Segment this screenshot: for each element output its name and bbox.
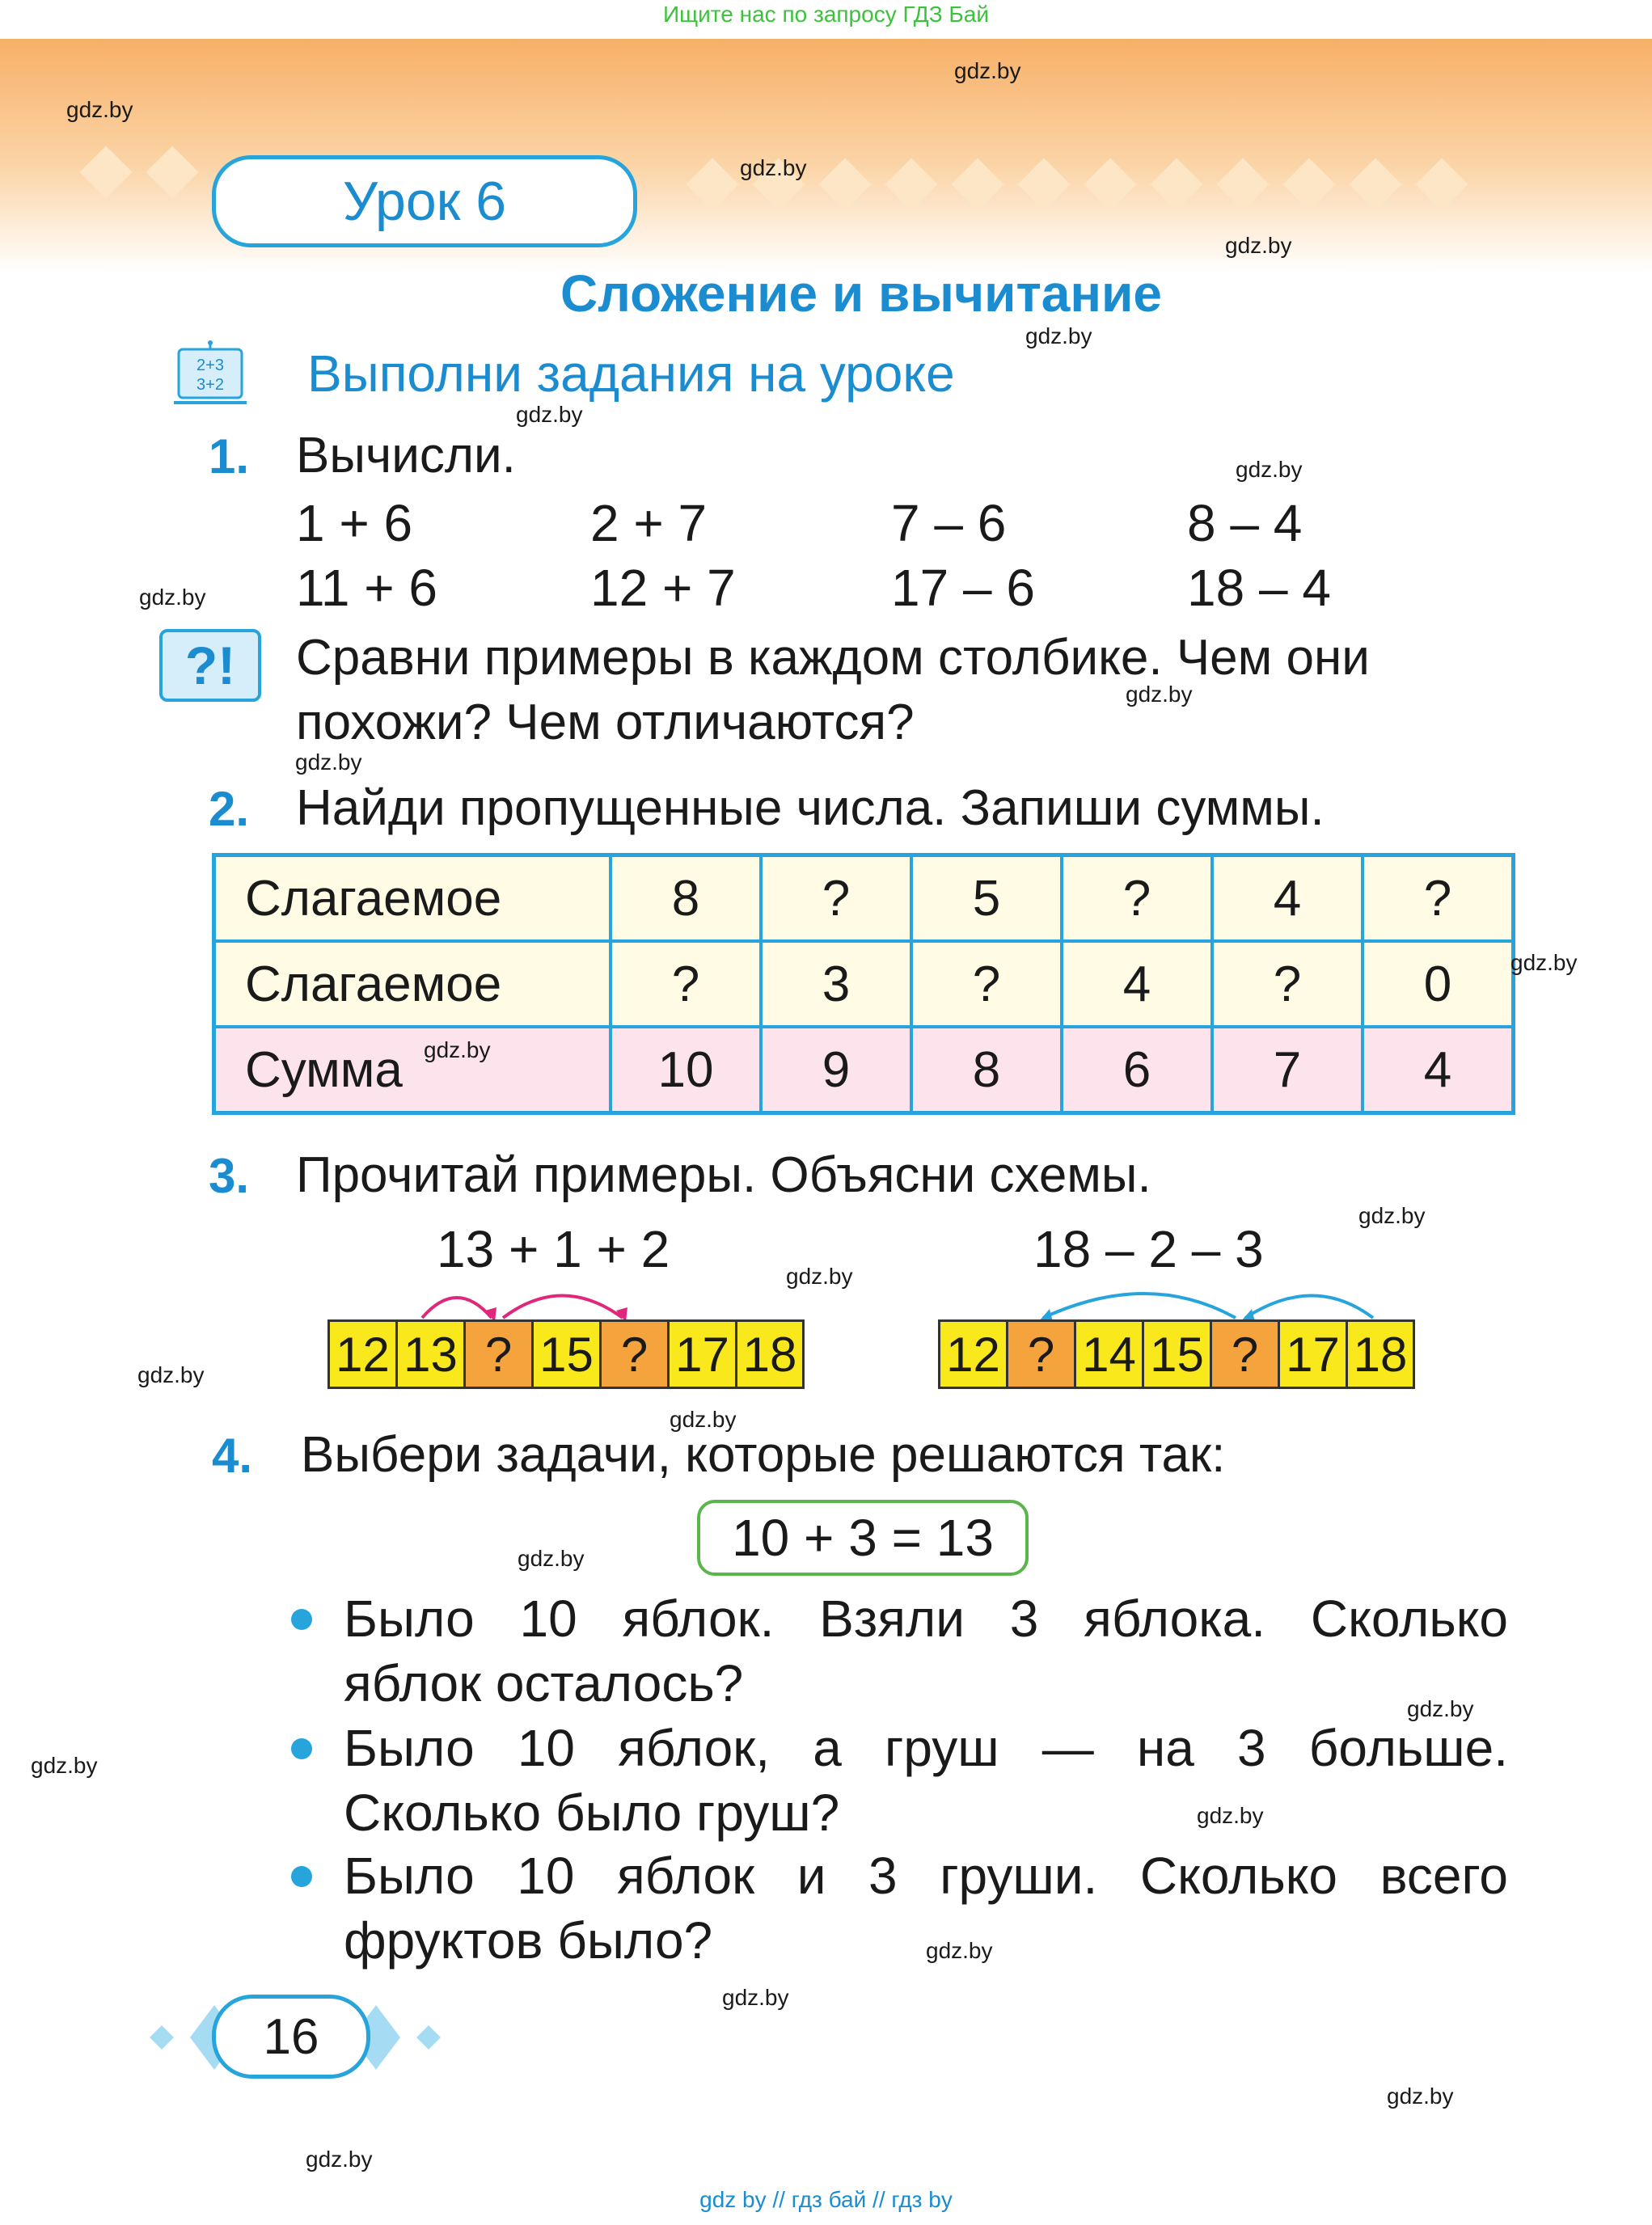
strip-cell: 12 <box>330 1322 398 1387</box>
watermark: gdz.by <box>516 402 583 427</box>
strip-cell: 13 <box>398 1322 466 1387</box>
watermark: gdz.by <box>31 1753 98 1778</box>
watermark: gdz.by <box>66 97 133 122</box>
task1-expr: 2 + 7 <box>590 494 708 552</box>
strip-cell: 15 <box>534 1322 602 1387</box>
question-icon: ?! <box>159 629 261 702</box>
arrow-1 <box>1245 1296 1373 1319</box>
table-cell: 10 <box>611 1027 761 1113</box>
task3-number: 3. <box>209 1149 250 1203</box>
task1-expr: 18 – 4 <box>1187 559 1331 617</box>
ornament-left <box>73 154 205 191</box>
watermark: gdz.by <box>1236 457 1303 482</box>
table-cell: 8 <box>611 855 761 942</box>
row-label: Слагаемое <box>214 941 611 1027</box>
task1-expr: 1 + 6 <box>296 494 413 552</box>
watermark: gdz.by <box>1025 323 1092 348</box>
table-cell: ? <box>1363 855 1514 942</box>
strip2-arrows <box>938 1273 1423 1322</box>
task3-example-1: 13 + 1 + 2 <box>437 1220 670 1278</box>
watermark: gdz.by <box>306 2147 373 2172</box>
watermark: gdz.by <box>1387 2084 1454 2109</box>
strip-cell: 17 <box>670 1322 737 1387</box>
row-label: Слагаемое <box>214 855 611 942</box>
problem-line: фруктов было? <box>344 1911 713 1970</box>
strip-cell: 17 <box>1280 1322 1348 1387</box>
watermark: gdz.by <box>1407 1696 1474 1721</box>
bullet <box>291 1866 312 1887</box>
strip-cell: 18 <box>737 1322 802 1387</box>
table-cell: 4 <box>1363 1027 1514 1113</box>
table-cell: 4 <box>1212 855 1363 942</box>
table-cell: 8 <box>911 1027 1062 1113</box>
table-cell: ? <box>911 941 1062 1027</box>
table-cell: 9 <box>761 1027 911 1113</box>
task1-expr: 7 – 6 <box>891 494 1007 552</box>
table-cell: ? <box>761 855 911 942</box>
task2-text: Найди пропущенные числа. Запиши суммы. <box>296 780 1325 836</box>
task1-expr: 8 – 4 <box>1187 494 1303 552</box>
lesson-label: Урок 6 <box>212 155 637 247</box>
problem-item <box>344 1586 1508 1716</box>
table-cell: 7 <box>1212 1027 1363 1113</box>
watermark: gdz.by <box>137 1362 205 1387</box>
table-row <box>214 1027 1514 1113</box>
bullet <box>291 1609 312 1630</box>
board-line-2: 3+2 <box>196 376 224 394</box>
task1-text: Вычисли. <box>296 428 516 483</box>
table-cell: 3 <box>761 941 911 1027</box>
task1-expr: 12 + 7 <box>590 559 736 617</box>
board-icon <box>174 340 247 406</box>
question-line-2: похожи? Чем отличаются? <box>296 695 915 750</box>
watermark: gdz.by <box>722 1985 789 2010</box>
problem-line: Сколько было груш? <box>344 1784 840 1842</box>
row-label: Сумма <box>214 1027 611 1113</box>
table-cell: 6 <box>1062 1027 1212 1113</box>
watermark: gdz.by <box>518 1546 585 1571</box>
bullet <box>291 1738 312 1759</box>
watermark: gdz.by <box>1126 682 1193 707</box>
task4-number: 4. <box>212 1429 253 1483</box>
arrow-1 <box>422 1298 492 1318</box>
problem-line: Было 10 яблок, а груш — на 3 больше. <box>344 1719 1508 1777</box>
page-title: Сложение и вычитание <box>560 264 1162 323</box>
problem-line: Было 10 яблок и 3 груши. Сколько всего <box>344 1847 1508 1905</box>
problem-line: яблок осталось? <box>344 1654 744 1712</box>
watermark: gdz.by <box>295 749 362 775</box>
task1-number: 1. <box>209 429 250 483</box>
number-strip-2 <box>938 1319 1415 1389</box>
addends-table <box>212 853 1515 1115</box>
strip-cell: ? <box>602 1322 670 1387</box>
watermark: gdz.by <box>670 1407 737 1432</box>
arrow-2 <box>503 1296 623 1319</box>
strip1-arrows <box>323 1273 809 1322</box>
subtitle: Выполни задания на уроке <box>307 344 955 403</box>
table-row <box>214 855 1514 942</box>
table-cell: ? <box>611 941 761 1027</box>
table-cell: ? <box>1062 855 1212 942</box>
strip-cell: ? <box>1008 1322 1076 1387</box>
watermark: gdz.by <box>424 1037 491 1062</box>
number-strip-1 <box>327 1319 805 1389</box>
strip-cell: 14 <box>1076 1322 1144 1387</box>
watermark: gdz.by <box>786 1264 853 1289</box>
watermark: gdz.by <box>1197 1803 1264 1828</box>
watermark: gdz.by <box>740 155 807 180</box>
strip-cell: ? <box>1212 1322 1280 1387</box>
task4-text: Выбери задачи, которые решаются так: <box>301 1427 1226 1483</box>
watermark: gdz.by <box>1225 233 1292 258</box>
strip-cell: 18 <box>1348 1322 1413 1387</box>
strip-cell: ? <box>466 1322 534 1387</box>
table-cell: ? <box>1212 941 1363 1027</box>
watermark: gdz.by <box>1510 950 1578 975</box>
equation-box: 10 + 3 = 13 <box>697 1500 1029 1576</box>
task2-number: 2. <box>209 782 250 836</box>
table-cell: 5 <box>911 855 1062 942</box>
board-line-1: 2+3 <box>196 357 224 374</box>
problem-item <box>344 1716 1508 1845</box>
question-line-1: Сравни примеры в каждом столбике. Чем они <box>296 630 1370 686</box>
strip-cell: 15 <box>1144 1322 1212 1387</box>
watermark: gdz.by <box>926 1938 993 1963</box>
top-note: Ищите нас по запросу ГДЗ Бай <box>662 2 990 27</box>
task1-expr: 11 + 6 <box>296 559 437 617</box>
task1-expr: 17 – 6 <box>891 559 1035 617</box>
table-cell: 4 <box>1062 941 1212 1027</box>
watermark: gdz.by <box>1358 1203 1426 1228</box>
problem-line: Было 10 яблок. Взяли 3 яблока. Сколько <box>344 1590 1508 1648</box>
watermark: gdz.by <box>954 58 1021 83</box>
table-row <box>214 941 1514 1027</box>
task3-text: Прочитай примеры. Объясни схемы. <box>296 1147 1151 1203</box>
strip-cell: 12 <box>940 1322 1008 1387</box>
page-number: 16 <box>212 1995 370 2079</box>
footer: gdz by // гдз бай // гдз by <box>699 2187 953 2212</box>
task3-example-2: 18 – 2 – 3 <box>1033 1220 1264 1278</box>
table-cell: 0 <box>1363 941 1514 1027</box>
watermark: gdz.by <box>139 585 206 610</box>
arrow-2 <box>1043 1294 1236 1318</box>
